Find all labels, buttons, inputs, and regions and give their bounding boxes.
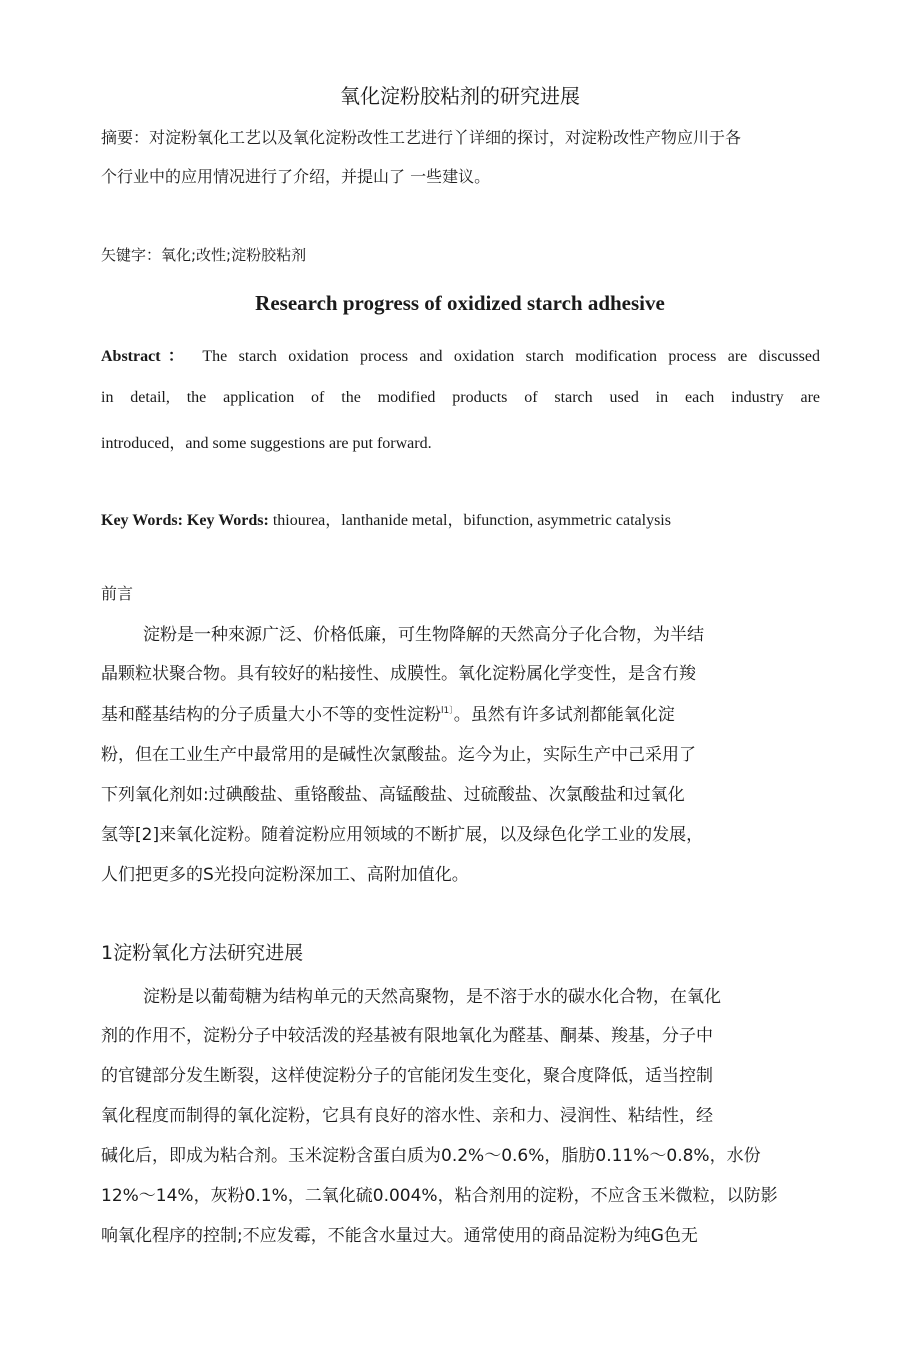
preface-line-4: 粉，但在工业生产中最常用的是碱性次氯酸盐。迄今为止，实际生产中己采用了 xyxy=(101,745,696,765)
preface-line-3b: 。虽然有许多试剂都能氧化淀 xyxy=(453,705,675,725)
zh-title: 氧化淀粉胶粘剂的研究进展 xyxy=(340,84,580,108)
section-1-line-5: 碱化后，即成为粘合剂。玉米淀粉含蛋白质为0.2%～0.6%，脂肪0.11%～0.8%，水份 xyxy=(101,1146,761,1166)
en-keywords xyxy=(101,507,671,530)
en-abstract-label: Abstract： xyxy=(101,348,192,365)
en-abstract-text-1: The starch oxidation process and oxidation starch modification process are discussed xyxy=(191,348,820,365)
preface-heading: 前言 xyxy=(101,584,134,603)
preface-line-5: 下列氧化剂如:过碘酸盐、重铬酸盐、高锰酸盐、过硫酸盐、次氯酸盐和过氧化 xyxy=(101,785,685,805)
zh-keywords: 矢键字：氧化;改性;淀粉胶粘剂 xyxy=(101,246,307,264)
en-abstract-line-2: in detail, the application of the modified products of starch used in each industry are xyxy=(101,389,820,406)
section-1-heading: 1淀粉氧化方法研究进展 xyxy=(101,942,304,964)
section-1-line-1: 淀粉是以葡萄糖为结构单元的天然高聚物，是不溶于水的碳水化合物，在氧化 xyxy=(143,987,721,1007)
preface-line-3 xyxy=(101,700,675,725)
section-1-line-2: 剂的作用不，淀粉分子中较活泼的羟基被有限地氧化为醛基、酮棊、羧基，分子中 xyxy=(101,1026,713,1046)
zh-abstract-line-1: 摘要：对淀粉氧化工艺以及氧化淀粉改性工艺进行丫详细的探讨，对淀粉改性产物应川于各 xyxy=(101,128,742,147)
en-abstract-line-1 xyxy=(101,343,820,366)
preface-line-2: 晶颗粒状聚合物。具有较好的粘接性、成膜性。氧化淀粉属化学变性，是含冇羧 xyxy=(101,664,696,684)
section-1-line-4: 氧化程度而制得的氧化淀粉，它具有良好的溶水性、亲和力、浸润性、粘结性，经 xyxy=(101,1106,713,1126)
section-1-line-3: 的官键部分发生断裂，这样使淀粉分子的官能闭发生变化，聚合度降低，适当控制 xyxy=(101,1066,713,1086)
section-1-line-6: 12%～14%，灰粉0.1%，二氧化硫0.004%，粘合剂用的淀粉，不应含玉米微粒，以防影 xyxy=(101,1186,778,1206)
zh-abstract-line-2: 个行业中的应用情况进行了介绍，并提山了 一些建议。 xyxy=(101,167,491,186)
en-keywords-label: Key Words: Key Words: xyxy=(101,512,269,529)
preface-line-7: 人们把更多的S光投向淀粉深加工、高附加值化。 xyxy=(101,865,469,885)
en-title: Research progress of oxidized starch adhesive xyxy=(255,291,665,315)
citation-1: l1〕 xyxy=(441,706,454,716)
preface-line-1: 淀粉是一种來源广泛、价格低廉，可生物降解的天然高分子化合物，为半结 xyxy=(143,625,704,645)
preface-line-3a: 基和醛基结构的分子质量大小不等的变性淀粉 xyxy=(101,705,441,725)
en-keywords-text: thiourea，lanthanide metal，bifunction, asymmetric catalysis xyxy=(268,512,671,529)
section-1-line-7: 响氧化程序的控制;不应发霉，不能含水量过大。通常使用的商品淀粉为纯G色无 xyxy=(101,1226,698,1246)
preface-line-6: 氢等[2]来氧化淀粉。随着淀粉应用领域的不断扩展，以及绿色化学工业的发展， xyxy=(101,825,704,845)
en-abstract-line-3: introduced，and some suggestions are put forward. xyxy=(101,435,432,452)
